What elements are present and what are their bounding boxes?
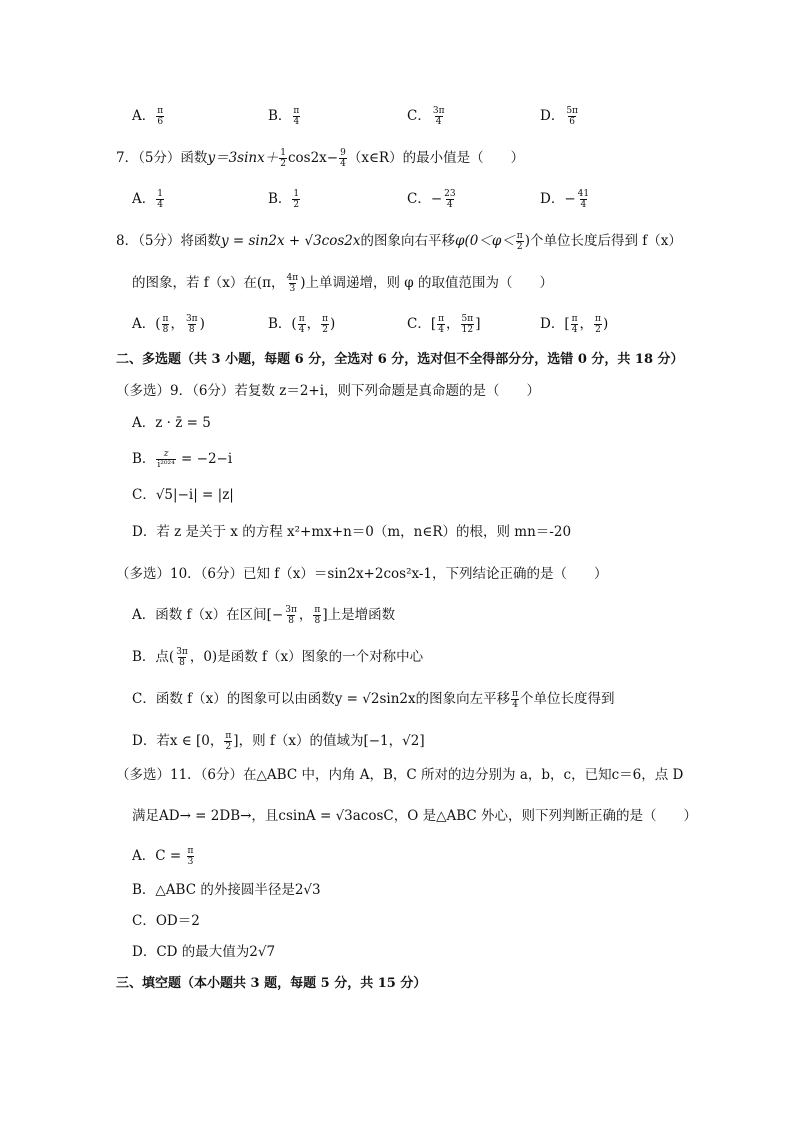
- q10-option-b: B．点( $\frac{3\pi}{8}$ ，0)是函数 f（x）图象的一个对称中心: [132, 647, 424, 668]
- q6-option-a: A． $\frac{\pi}{6}$: [132, 106, 164, 127]
- q6-option-c: C． $\frac{3\pi}{4}$: [407, 106, 445, 127]
- q6-option-d: D． $\frac{5\pi}{6}$: [540, 106, 578, 127]
- q9-stem: （多选）9．（6分）若复数 z＝2+i，则下列命题是真命题的是（ ）: [116, 383, 541, 399]
- q8-option-c: C．[ $\frac{\pi}{4}$ ， $\frac{5\pi}{12}$ ]: [407, 314, 481, 335]
- q9-option-b: B． $\frac{z}{\text{i²⁰²⁴}}$ = −2−i: [132, 449, 233, 470]
- q6-option-b: B． $\frac{\pi}{4}$: [268, 106, 300, 127]
- q11-option-a: A．C = $\frac{\pi}{3}$: [132, 846, 194, 867]
- q11-option-b: B．△ABC 的外接圆半径是2√3: [132, 882, 321, 898]
- q7-option-b: B． $\frac{1}{2}$: [268, 189, 300, 210]
- q10-option-d: D．若x ∈ [0， $\frac{\pi}{2}$ ]，则 f（x）的值域为[−1，√2]: [132, 731, 425, 752]
- q11-option-c: C．OD＝2: [132, 913, 200, 929]
- q7-option-d: D．− $\frac{41}{4}$: [540, 189, 590, 210]
- q11-stem-line2: 满足AD→ = 2DB→，且csinA = √3acosC，O 是△ABC 外心，则下列判断正确的是（ ）: [132, 808, 698, 824]
- q10-option-a: A．函数 f（x）在区间[− $\frac{3\pi}{8}$ ， $\frac{\pi}{8}$ ]上是增函数: [132, 605, 396, 626]
- q8-option-a: A．( $\frac{\pi}{8}$ ， $\frac{3\pi}{8}$ ): [132, 314, 205, 335]
- q7-stem: 7．（5分）函数y＝3sinx＋ $\frac{1}{2}$ cos2x− $\frac{9}{4}$ （x∈R）的最小值是（ ）: [116, 148, 525, 169]
- q8-stem-line1: 8．（5分）将函数y = sin2x + √3cos2x的图象向右平移φ(0＜φ＜ $\frac{\pi}{2}$ )个单位长度后得到 f（x）: [116, 231, 682, 252]
- q10-option-c: C．函数 f（x）的图象可以由函数y = √2sin2x的图象向左平移 $\frac{\pi}{4}$ 个单位长度得到: [132, 689, 615, 710]
- q9-option-a: A．z · z̄ = 5: [132, 415, 211, 431]
- q9-option-c: C．√5|−i| = |z|: [132, 487, 234, 503]
- q8-option-b: B．( $\frac{\pi}{4}$ ， $\frac{\pi}{2}$ ): [268, 314, 336, 335]
- section-2-heading: 二、多选题（共 3 小题，每题 6 分，全选对 6 分，选对但不全得部分分，选错 0 分，共 18 分）: [116, 352, 684, 367]
- q8-stem-line2: 的图象，若 f（x）在(π， $\frac{4\pi}{3}$ )上单调递增，则 φ 的取值范围为（ ）: [132, 273, 554, 294]
- q7-option-c: C．− $\frac{23}{4}$: [407, 189, 456, 210]
- q11-option-d: D．CD 的最大值为2√7: [132, 944, 276, 960]
- q11-stem-line1: （多选）11．（6分）在△ABC 中，内角 A，B，C 所对的边分别为 a，b，c，已知c＝6，点 D: [116, 767, 684, 783]
- q9-option-d: D．若 z 是关于 x 的方程 x²+mx+n＝0（m，n∈R）的根，则 mn＝-20: [132, 524, 572, 540]
- section-3-heading: 三、填空题（本小题共 3 题，每题 5 分，共 15 分）: [116, 976, 427, 991]
- q8-option-d: D．[ $\frac{\pi}{4}$ ， $\frac{\pi}{2}$ ): [540, 314, 609, 335]
- q7-option-a: A． $\frac{1}{4}$: [132, 189, 163, 210]
- q10-stem: （多选）10．（6分）已知 f（x）＝sin2x+2cos²x-1，下列结论正确的是（ ）: [116, 566, 608, 582]
